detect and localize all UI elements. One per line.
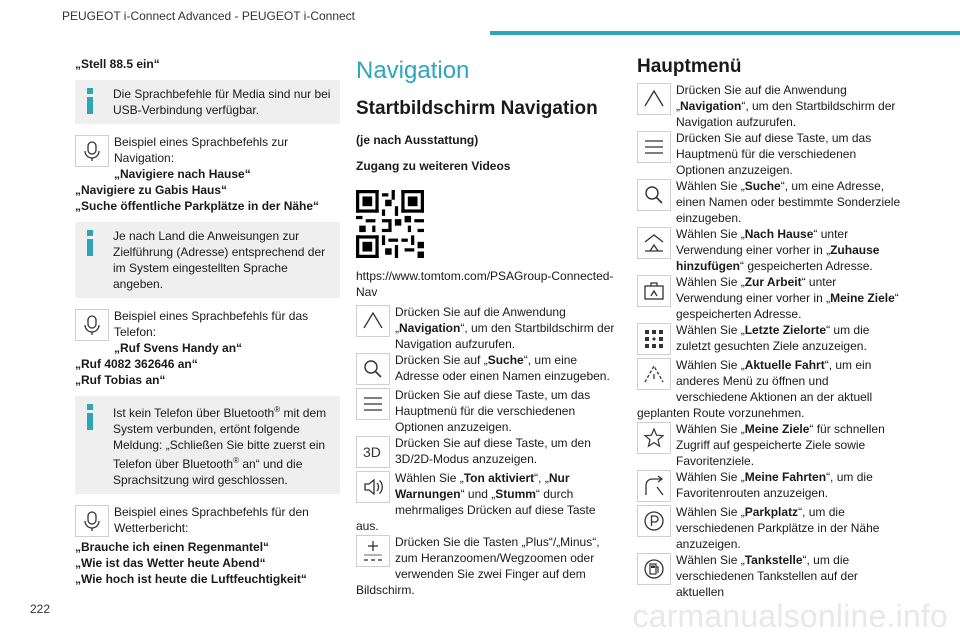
zoom-icon bbox=[356, 535, 390, 567]
phone-voice-example bbox=[75, 308, 340, 388]
nav-voice-example bbox=[75, 134, 340, 214]
equipment-note: (je nach Ausstattung) bbox=[356, 133, 479, 147]
nav-command-2: „Navigiere zu Gabis Haus“ bbox=[75, 183, 228, 197]
info-icon bbox=[87, 88, 93, 114]
weather-command-2: „Wie ist das Wetter heute Abend“ bbox=[75, 556, 266, 570]
weather-command-3: „Wie hoch ist heute die Luftfeuchtigkeit“ bbox=[75, 572, 307, 586]
search-icon bbox=[356, 353, 390, 385]
menu-icon bbox=[356, 388, 390, 420]
navigation-arrow-icon bbox=[356, 305, 390, 337]
menu-item: Wählen Sie „Meine Ziele“ für schnellen Zugriff auf gespeicherte Ziele sowie Favoritenziele. bbox=[637, 421, 902, 469]
phone-intro: Beispiel eines Sprachbefehls für das Telefon: bbox=[114, 309, 309, 339]
svg-text:3D: 3D bbox=[363, 444, 381, 460]
microphone-icon bbox=[75, 135, 109, 167]
my-routes-icon bbox=[637, 470, 671, 502]
nav-item: Wählen Sie „Ton aktiviert“, „Nur Warnungen“ und „Stumm“ durch mehrmaliges Drücken auf diese Taste aus. bbox=[356, 471, 596, 533]
home-icon bbox=[637, 227, 671, 259]
page-number: 222 bbox=[30, 602, 51, 616]
parking-icon bbox=[637, 505, 671, 537]
weather-command-1: „Brauche ich einen Regenmantel“ bbox=[75, 540, 270, 554]
nav-command-3: „Suche öffentliche Parkplätze in der Nähe“ bbox=[75, 199, 320, 213]
header-accent-bar bbox=[490, 31, 960, 35]
menu-item: Wählen Sie „Zur Arbeit“ unter Verwendung einer vorher in „Meine Ziele“ gespeicherten Adresse. bbox=[637, 274, 902, 322]
menu-item: Drücken Sie auf diese Taste, um das Hauptmenü für die verschiedenen Optionen anzuzeigen. bbox=[637, 130, 902, 178]
nav-item: Drücken Sie auf „Suche“, um eine Adresse oder einen Namen einzugeben. bbox=[356, 352, 618, 387]
menu-item: Wählen Sie „Nach Hause“ unter Verwendung einer vorher in „Zuhause hinzufügen“ gespeicherten Adresse. bbox=[637, 226, 902, 274]
info-text: Die Sprachbefehle für Media sind nur bei USB-Verbindung verfügbar. bbox=[113, 87, 331, 117]
navigation-arrow-icon bbox=[637, 83, 671, 115]
subsection-title: Startbildschirm Navigation bbox=[356, 98, 598, 119]
3d-icon bbox=[356, 436, 390, 468]
main-menu-title: Hauptmenü bbox=[637, 56, 742, 77]
nav-item: Drücken Sie auf diese Taste, um das Hauptmenü für die verschiedenen Optionen anzuzeigen. bbox=[356, 387, 618, 435]
menu-item: Wählen Sie „Meine Fahrten“, um die Favoritenrouten anzuzeigen. bbox=[637, 469, 902, 504]
menu-item: Wählen Sie „Aktuelle Fahrt“, um ein anderes Menü zu öffnen und verschiedene Aktionen an der aktuell geplanten Route vorzunehmen. bbox=[637, 358, 873, 420]
menu-item: Drücken Sie auf die Anwendung „Navigation“, um den Startbildschirm der Navigation aufzurufen. bbox=[637, 82, 902, 130]
info-box-language bbox=[75, 222, 340, 298]
weather-intro: Beispiel eines Sprachbefehls für den Wetterbericht: bbox=[114, 505, 309, 535]
info-box-media bbox=[75, 80, 340, 124]
phone-command-2: „Ruf 4082 362646 an“ bbox=[75, 357, 198, 371]
phone-command-3: „Ruf Tobias an“ bbox=[75, 373, 166, 387]
info-text-bluetooth: Ist kein Telefon über Bluetooth® mit dem System verbunden, ertönt folgende Meldung: „Schließen Sie bitte zuerst ein Telefon über Bluetooth® an“ und die Sprachsitzung wird geschlossen. bbox=[113, 405, 327, 487]
menu-item: Wählen Sie „Tankstelle“, um die verschiedenen Tankstellen auf der aktuellen bbox=[637, 552, 902, 600]
fuel-station-icon bbox=[637, 553, 671, 585]
current-route-icon bbox=[637, 358, 671, 390]
recent-destinations-icon bbox=[637, 323, 671, 355]
column-voice-commands bbox=[75, 56, 340, 587]
radio-command: „Stell 88.5 ein“ bbox=[75, 57, 160, 71]
nav-item: Drücken Sie die Tasten „Plus“/„Minus“, zum Heranzoomen/Wegzoomen oder verwenden Sie zwei Finger auf dem Bildschirm. bbox=[356, 535, 600, 597]
nav-command-1: „Navigiere nach Hause“ bbox=[114, 167, 251, 181]
info-text: Je nach Land die Anweisungen zur Zielführung (Adresse) entsprechend der im System eingestellten Sprache angeben. bbox=[113, 229, 326, 291]
column-navigation bbox=[356, 56, 618, 598]
nav-item: Drücken Sie auf die Anwendung „Navigation“, um den Startbildschirm der Navigation aufzurufen. bbox=[356, 304, 618, 352]
section-title: Navigation bbox=[356, 57, 470, 84]
info-icon bbox=[87, 230, 93, 256]
videos-heading: Zugang zu weiteren Videos bbox=[356, 159, 511, 173]
menu-item: Wählen Sie „Parkplatz“, um die verschiedenen Parkplätze in der Nähe anzuzeigen. bbox=[637, 504, 902, 552]
qr-code[interactable] bbox=[356, 190, 424, 258]
info-box-bluetooth bbox=[75, 396, 340, 494]
video-url[interactable]: https://www.tomtom.com/PSAGroup-Connected-Nav bbox=[356, 269, 614, 299]
nav-item: 3D Drücken Sie auf diese Taste, um den 3D/2D-Modus anzuzeigen. bbox=[356, 435, 618, 470]
work-icon bbox=[637, 275, 671, 307]
menu-item: Wählen Sie „Suche“, um eine Adresse, einen Namen oder bestimmte Sonderziele einzugeben. bbox=[637, 178, 902, 226]
star-icon bbox=[637, 422, 671, 454]
search-icon bbox=[637, 179, 671, 211]
menu-icon bbox=[637, 131, 671, 163]
info-icon bbox=[87, 404, 93, 430]
speaker-icon bbox=[356, 471, 390, 503]
column-main-menu bbox=[637, 56, 902, 600]
microphone-icon bbox=[75, 505, 109, 537]
watermark: carmanualsonline.info bbox=[632, 598, 948, 634]
nav-intro: Beispiel eines Sprachbefehls zur Navigation: bbox=[114, 135, 289, 165]
microphone-icon bbox=[75, 309, 109, 341]
menu-item: Wählen Sie „Letzte Zielorte“ um die zuletzt gesuchten Ziele anzuzeigen. bbox=[637, 322, 902, 357]
phone-command-1: „Ruf Svens Handy an“ bbox=[114, 341, 243, 355]
weather-voice-example bbox=[75, 504, 340, 587]
running-header: PEUGEOT i-Connect Advanced - PEUGEOT i-Connect bbox=[62, 9, 356, 23]
